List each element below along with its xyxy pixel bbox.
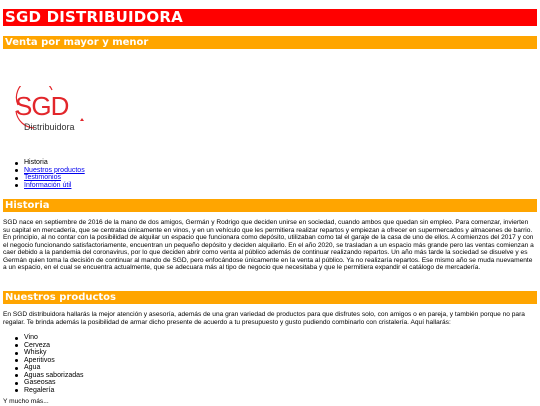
nav-item-testimonios[interactable] bbox=[3, 174, 85, 182]
nav-item-historia: Historia bbox=[3, 159, 85, 167]
nav-link-testimonios[interactable]: Testimonios bbox=[24, 174, 61, 181]
product-item: Gaseosas bbox=[3, 379, 84, 387]
svg-text:Distribuidora: Distribuidora bbox=[24, 122, 75, 132]
product-item: Cerveza bbox=[3, 342, 84, 350]
nav-item-productos[interactable] bbox=[3, 167, 85, 175]
products-tail-text: Y mucho más... bbox=[3, 398, 49, 405]
nav-item-informacion[interactable] bbox=[3, 182, 85, 190]
historia-text: SGD nace en septiembre de 2016 de la mano de dos amigos, Germán y Rodrigo que deciden unirse en sociedad, cuando ambos que quedan sin empleo. Para comenzar, invierten su capital en mercadería, que se centraba únicamente en vinos, y en un vehículo que les permitiera realizar repartos y empiezan a ofrecer en supermercados y almacenes de barrio. En principio, al no contar con la posibilidad de alquilar un espacio que funcionara como depósito, utilizaban como tal el garaje de la casa de uno de ellos. A comienzos del 2017 y con el negocio funcionando satisfactoriamente, encuentran un pequeño depósito y deciden alquilarlo. En el año 2020, se trasladan a un espacio más grande pero las ventas comienzan a caer debido a la pandemia del coronavirus, por lo que deciden abrir como venta al público además de continuar realizando repartos. Un año más tarde la sociedad se disuelve y es Germán quien toma la decisión de continuar al mando de SGD, pero enfocándose únicamente en la venta al público. Ya no realizaría repartos. Ese mismo año se muda nuevamente a un espacio, en el cual se encuentra actualmente, que se adecuara más al tipo de negocio que necesitaba y que le permitiera expandir el catálogo de mercadería. bbox=[3, 219, 534, 271]
nav-link-informacion[interactable]: Información útil bbox=[24, 181, 72, 189]
product-item: Regalería bbox=[3, 387, 84, 395]
product-list bbox=[3, 334, 84, 394]
product-item: Whisky bbox=[3, 349, 84, 357]
historia-heading: Historia bbox=[3, 199, 537, 212]
productos-heading: Nuestros productos bbox=[3, 291, 537, 304]
product-item: Agua bbox=[3, 364, 84, 372]
site-tagline: Venta por mayor y menor bbox=[3, 36, 537, 49]
productos-intro: En SGD distribuidora hallarás la mejor atención y asesoría, además de una gran variedad de productos para que disfrutes solo, con amigos o en pareja, y también porque no para regalar. Te brinda además la posibilidad de armar dicho presente de acuerdo a tu presupuesto y gusto pudiendo combinarlo con cristalería. Aquí hallarás: bbox=[3, 311, 525, 326]
sgd-logo bbox=[12, 86, 92, 136]
site-nav bbox=[3, 159, 85, 189]
product-item: Vino bbox=[3, 334, 84, 342]
product-item: Aguas saborizadas bbox=[3, 372, 84, 380]
svg-text:SGD: SGD bbox=[15, 91, 69, 121]
product-item: Aperitivos bbox=[3, 357, 84, 365]
nav-link-productos[interactable]: Nuestros productos bbox=[24, 166, 85, 174]
site-title: SGD DISTRIBUIDORA bbox=[3, 9, 537, 26]
